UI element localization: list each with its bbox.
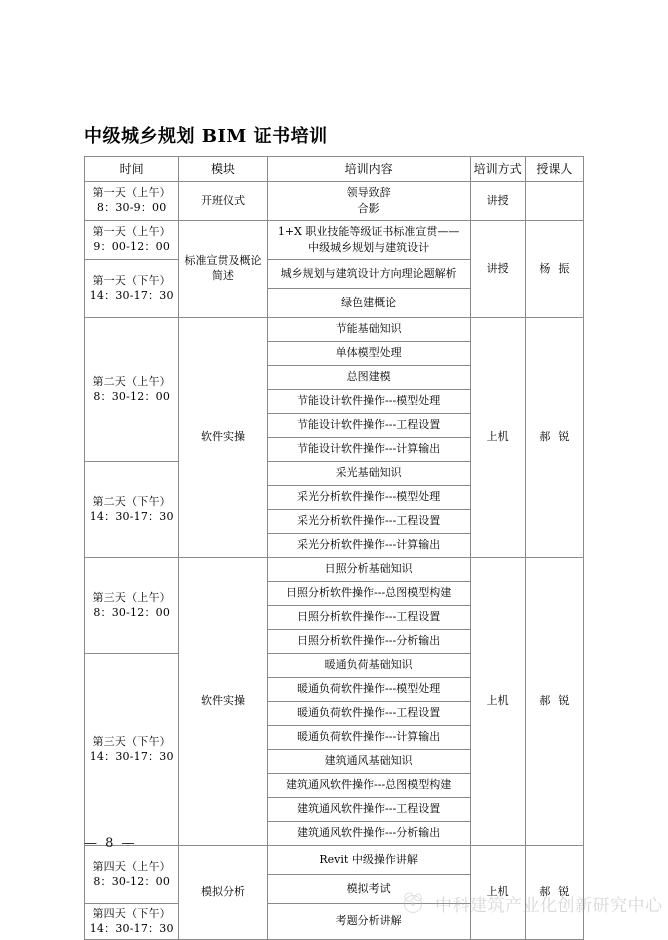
content-cell: 建筑通风软件操作---分析输出 bbox=[267, 822, 470, 846]
content-cell: Revit 中级操作讲解 bbox=[267, 846, 470, 875]
time-day: 第二天（上午） bbox=[92, 374, 171, 388]
time-range: 14：30-17：30 bbox=[89, 921, 174, 935]
time-cell-d3-am bbox=[85, 558, 179, 654]
page-title: 中级城乡规划 BIM 证书培训 bbox=[84, 126, 328, 147]
column-header-time: 时间 bbox=[85, 157, 179, 182]
watermark bbox=[398, 888, 663, 918]
method-cell-lecture-1: 讲授 bbox=[470, 182, 525, 221]
time-cell-d4-am bbox=[85, 846, 179, 904]
time-cell-d1-am-open bbox=[85, 182, 179, 221]
column-header-content: 培训内容 bbox=[267, 157, 470, 182]
table-row bbox=[85, 558, 584, 582]
content-cell: 日照分析软件操作---分析输出 bbox=[267, 630, 470, 654]
content-cell: 单体模型处理 bbox=[267, 342, 470, 366]
time-range: 8：30-12：00 bbox=[93, 874, 171, 888]
time-range: 14：30-17：30 bbox=[89, 509, 174, 523]
time-cell-d3-pm bbox=[85, 654, 179, 846]
content-cell: 绿色建概论 bbox=[267, 289, 470, 318]
time-day: 第四天（上午） bbox=[92, 859, 171, 873]
time-day: 第三天（上午） bbox=[92, 590, 171, 604]
time-cell-d2-am bbox=[85, 318, 179, 462]
content-cell: 日照分析软件操作---工程设置 bbox=[267, 606, 470, 630]
content-cell: 节能设计软件操作---计算输出 bbox=[267, 438, 470, 462]
content-cell: 暖通负荷软件操作---模型处理 bbox=[267, 678, 470, 702]
content-line-2: 合影 bbox=[357, 202, 380, 215]
time-range: 9：00-12：00 bbox=[93, 240, 171, 253]
content-cell: 日照分析基础知识 bbox=[267, 558, 470, 582]
teacher-name: 郝锐 bbox=[539, 430, 578, 444]
module-cell-software-2: 软件实操 bbox=[179, 558, 267, 846]
time-cell-d1-am bbox=[85, 221, 179, 260]
module-cell-simulation: 模拟分析 bbox=[179, 846, 267, 940]
column-header-teacher: 授课人 bbox=[525, 157, 583, 182]
teacher-name: 杨振 bbox=[539, 261, 578, 275]
watermark-text: 中科建筑产业化创新研究中心 bbox=[435, 895, 663, 916]
content-line-1: 领导致辞 bbox=[346, 185, 391, 199]
method-cell-hands-on-3: 上机 bbox=[470, 846, 525, 940]
time-day: 第二天（下午） bbox=[92, 494, 171, 508]
table-row bbox=[85, 182, 584, 221]
module-cell-standard: 标准宣贯及概论简述 bbox=[179, 221, 267, 318]
teacher-cell-yang-zhen bbox=[525, 221, 583, 318]
time-range: 8：30-12：00 bbox=[93, 605, 171, 619]
page-number: — 8 — bbox=[84, 836, 137, 851]
table-row bbox=[85, 846, 584, 875]
table-row bbox=[85, 318, 584, 342]
content-cell: 建筑通风软件操作---工程设置 bbox=[267, 798, 470, 822]
content-line-1: 1+X 职业技能等级证书标准宣贯—— bbox=[277, 224, 460, 238]
content-cell: 暖通负荷软件操作---工程设置 bbox=[267, 702, 470, 726]
time-cell-d2-pm bbox=[85, 462, 179, 558]
time-day: 第一天（下午） bbox=[92, 273, 171, 287]
module-cell-opening: 开班仪式 bbox=[179, 182, 267, 221]
time-cell-d4-pm bbox=[85, 904, 179, 940]
column-header-method: 培训方式 bbox=[470, 157, 525, 182]
teacher-name: 郝锐 bbox=[539, 885, 578, 899]
content-cell: 节能设计软件操作---模型处理 bbox=[267, 390, 470, 414]
module-cell-software-1: 软件实操 bbox=[179, 318, 267, 558]
organization-logo-icon bbox=[398, 888, 428, 918]
content-cell: 采光基础知识 bbox=[267, 462, 470, 486]
method-cell-hands-on-2: 上机 bbox=[470, 558, 525, 846]
content-line-2: 中级城乡规划与建筑设计 bbox=[308, 241, 430, 254]
time-range: 8：30-12：00 bbox=[93, 389, 171, 403]
content-cell: 暖通负荷基础知识 bbox=[267, 654, 470, 678]
method-cell-lecture-2: 讲授 bbox=[470, 221, 525, 318]
time-range: 14：30-17：30 bbox=[89, 749, 174, 763]
method-cell-hands-on-1: 上机 bbox=[470, 318, 525, 558]
teacher-name: 郝锐 bbox=[539, 694, 578, 708]
content-cell: 节能基础知识 bbox=[267, 318, 470, 342]
time-range: 8：30-9：00 bbox=[96, 201, 167, 214]
content-cell: 暖通负荷软件操作---计算输出 bbox=[267, 726, 470, 750]
content-cell: 采光分析软件操作---模型处理 bbox=[267, 486, 470, 510]
teacher-cell-hao-rui-1 bbox=[525, 318, 583, 558]
content-cell: 考题分析讲解 bbox=[267, 904, 470, 940]
column-header-module: 模块 bbox=[179, 157, 267, 182]
content-cell: 节能设计软件操作---工程设置 bbox=[267, 414, 470, 438]
time-day: 第四天（下午） bbox=[92, 906, 171, 920]
content-cell: 城乡规划与建筑设计方向理论题解析 bbox=[267, 260, 470, 289]
teacher-cell-none bbox=[525, 182, 583, 221]
table-header-row bbox=[85, 157, 584, 182]
content-cell: 日照分析软件操作---总图模型构建 bbox=[267, 582, 470, 606]
time-range: 14：30-17：30 bbox=[89, 288, 174, 302]
content-cell: 采光分析软件操作---计算输出 bbox=[267, 534, 470, 558]
content-cell: 采光分析软件操作---工程设置 bbox=[267, 510, 470, 534]
content-cell: 模拟考试 bbox=[267, 875, 470, 904]
teacher-cell-hao-rui-2 bbox=[525, 558, 583, 846]
training-schedule-table bbox=[84, 156, 584, 940]
content-cell bbox=[267, 182, 470, 221]
content-cell: 建筑通风软件操作---总图模型构建 bbox=[267, 774, 470, 798]
content-cell bbox=[267, 221, 470, 260]
time-cell-d1-pm bbox=[85, 260, 179, 318]
time-day: 第三天（下午） bbox=[92, 734, 171, 748]
time-day: 第一天（上午） bbox=[92, 225, 171, 239]
table-row bbox=[85, 221, 584, 260]
content-cell: 建筑通风基础知识 bbox=[267, 750, 470, 774]
time-day: 第一天（上午） bbox=[92, 186, 171, 200]
content-cell: 总图建模 bbox=[267, 366, 470, 390]
